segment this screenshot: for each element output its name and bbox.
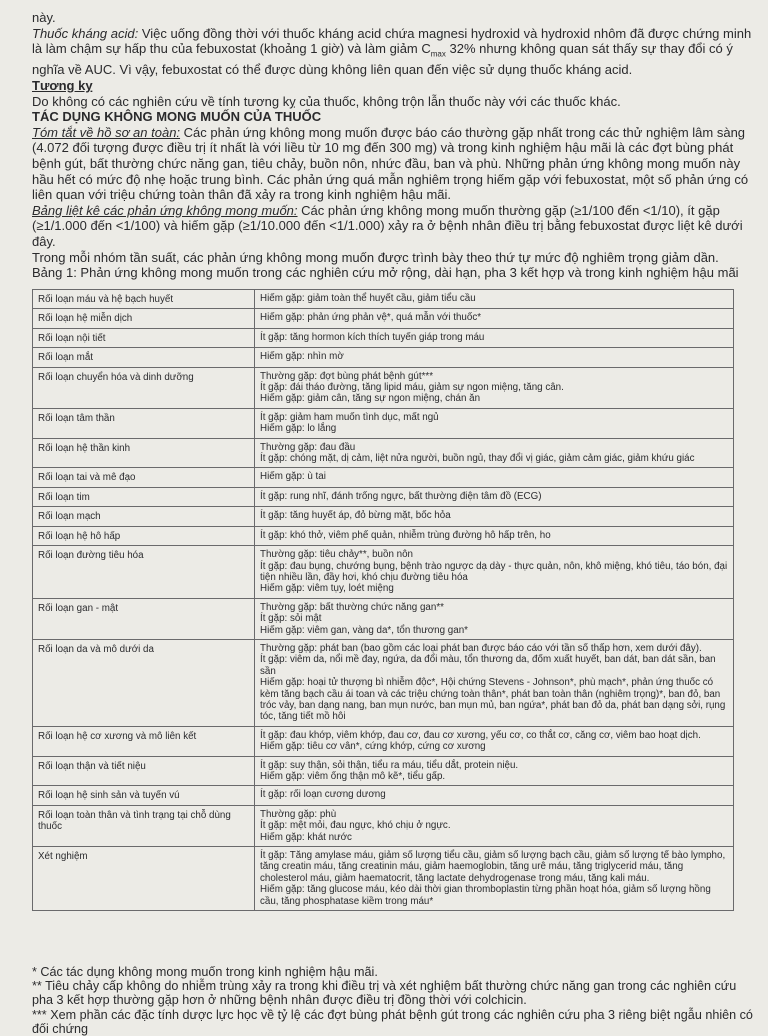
listing-text: Các phản ứng không mong muốn thường gặp (≥1/100 đến <1/10), ít gặp (≥1/1.000 đến <1/100) và hiếm gặp (≥1/10.000 đến <1/1.000) xảy ra ở bệnh nhân điều trị bằng febuxostat được liệt kê dưới đây. <box>32 202 743 249</box>
organ-system-cell: Rối loạn chuyển hóa và dinh dưỡng <box>33 367 255 408</box>
table-row <box>33 468 734 487</box>
table-row <box>33 309 734 328</box>
reaction-line: Hiếm gặp: hoại tử thượng bì nhiễm độc*, Hội chứng Stevens - Johnson*, phù mạch*, phản ứng thuốc có kèm tăng bạch cầu ái toan và các triệu chứng toàn thân*, phát ban toàn thân (nghiêm trọng)*, ban đỏ, ban tróc vảy, ban dạng nang, ban mụn nước, ban mụn mủ, ban ngứa*, phát ban đỏ da, phát ban dạng sởi, rụng tóc, tăng tiết mồ hôi <box>260 677 726 723</box>
organ-system-cell: Rối loạn máu và hệ bạch huyết <box>33 290 255 309</box>
table-row <box>33 328 734 347</box>
reaction-line: Hiếm gặp: giảm toàn thể huyết cầu, giảm tiểu cầu <box>260 293 476 304</box>
table-row <box>33 290 734 309</box>
reaction-line: Hiếm gặp: phản ứng phản vệ*, quá mẫn với thuốc* <box>260 312 482 324</box>
table-row <box>33 526 734 545</box>
reactions-cell <box>255 507 734 526</box>
reaction-line: Hiếm gặp: giảm cân, tăng sự ngon miệng, chán ăn <box>260 393 481 405</box>
table-row <box>33 726 734 756</box>
reaction-line: Ít gặp: rối loạn cương dương <box>260 789 386 801</box>
table-row <box>33 847 734 911</box>
reaction-line: Hiếm gặp: viêm tụy, loét miệng <box>260 583 394 595</box>
reaction-line: Ít gặp: giảm ham muốn tình dục, mất ngủ <box>260 411 439 423</box>
reactions-cell <box>255 309 734 328</box>
table-row <box>33 367 734 408</box>
reaction-line: Ít gặp: suy thận, sỏi thận, tiểu ra máu, tiểu dắt, protein niệu. <box>260 759 519 771</box>
reaction-line: Ít gặp: Tăng amylase máu, giảm số lượng tiểu cầu, giảm số lượng bạch cầu, giảm số lượng tế bào lympho, tăng creatin máu, tăng creatinin máu, giảm haemoglobin, tăng urê máu, tăng triglycerid máu, tăng cholesterol máu, giảm haematocrit, tăng lactate dehydrogenase trong máu, tăng kali máu. <box>260 850 726 884</box>
antacid-label: Thuốc kháng acid: <box>32 25 139 41</box>
reaction-line: Hiếm gặp: khát nước <box>260 831 352 843</box>
reaction-line: Thường gặp: phát ban (bao gồm các loại phát ban được báo cáo với tần số thấp hơn, xem dưới đây). <box>260 642 702 654</box>
adverse-reactions-table-body <box>33 290 734 911</box>
reactions-cell <box>255 847 734 911</box>
footnote-1: * Các tác dụng không mong muốn trong kinh nghiệm hậu mãi. <box>32 965 378 979</box>
reaction-line: Hiếm gặp: nhìn mờ <box>260 351 344 363</box>
safety-summary-text: Các phản ứng không mong muốn được báo cáo thường gặp nhất trong các thử nghiệm lâm sàng (4.072 đối tượng được điều trị ít nhất là với liều từ 10 mg đến 300 mg) và trong kinh nghiệm hậu mãi là các đợt bùng phát bệnh gút, bất thường chức năng gan, tiêu chảy, buồn nôn, nhức đầu, ban và phù. Những phản ứng không mong muốn này hầu hết có mức độ nhẹ hoặc trung bình. Các phản ứng quá mẫn nghiêm trọng hiếm gặp với febuxostat, một số phản ứng có liên quan với triệu chứng toàn thân đã xảy ra trong kinh nghiệm hậu mãi. <box>32 124 749 203</box>
reactions-cell <box>255 438 734 468</box>
reactions-cell <box>255 546 734 599</box>
organ-system-cell: Rối loạn tâm thần <box>33 408 255 438</box>
table-row <box>33 507 734 526</box>
reactions-cell <box>255 468 734 487</box>
organ-system-cell: Rối loạn tai và mê đạo <box>33 468 255 487</box>
reaction-line: Hiếm gặp: ù tai <box>260 471 326 483</box>
table-row <box>33 438 734 468</box>
footnotes <box>32 965 754 1036</box>
reactions-cell <box>255 756 734 786</box>
reactions-cell <box>255 726 734 756</box>
organ-system-cell: Rối loạn gan - mật <box>33 598 255 639</box>
incompatibility-text: Do không có các nghiên cứu về tính tương kỵ của thuốc, không trộn lẫn thuốc này với các thuốc khác. <box>32 93 621 109</box>
organ-system-cell: Rối loạn thận và tiết niệu <box>33 756 255 786</box>
reaction-line: Ít gặp: rung nhĩ, đánh trống ngực, bất thường điện tâm đồ (ECG) <box>260 490 542 502</box>
organ-system-cell: Rối loạn hệ hô hấp <box>33 526 255 545</box>
cmax-subscript: max <box>430 49 446 59</box>
table-row <box>33 598 734 639</box>
table-row <box>33 639 734 726</box>
organ-system-cell: Rối loạn hệ thần kinh <box>33 438 255 468</box>
continuation-line: này. <box>32 10 56 25</box>
reaction-line: Ít gặp: đái tháo đường, tăng lipid máu, giảm sự ngon miệng, tăng cân. <box>260 382 564 394</box>
reaction-line: Thường gặp: đợt bùng phát bệnh gút*** <box>260 370 434 382</box>
organ-system-cell: Rối loạn hệ cơ xương và mô liên kết <box>33 726 255 756</box>
adverse-reactions-table <box>32 289 734 911</box>
table-row <box>33 487 734 506</box>
reaction-line: Ít gặp: sỏi mật <box>260 613 322 625</box>
reactions-cell <box>255 487 734 506</box>
reaction-line: Thường gặp: đau đầu <box>260 441 356 453</box>
antacid-text-a: Việc uống đồng thời với thuốc kháng acid chứa magnesi hydroxid và hydroxid nhôm đã được chứng minh là làm chậm sự hấp thu của febuxostat (khoảng 1 giờ) và làm giảm C <box>32 25 752 57</box>
reactions-cell <box>255 598 734 639</box>
reaction-line: Ít gặp: viêm da, nổi mề đay, ngứa, da đổi màu, tổn thương da, đốm xuất huyết, ban dát, ban dát sần, ban sần <box>260 654 716 677</box>
reactions-cell <box>255 367 734 408</box>
table-row <box>33 756 734 786</box>
reaction-line: Ít gặp: khó thở, viêm phế quản, nhiễm trùng đường hô hấp trên, ho <box>260 529 551 541</box>
listing-paragraph <box>32 203 754 250</box>
reaction-line: Ít gặp: tăng huyết áp, đỏ bừng mặt, bốc hỏa <box>260 510 451 522</box>
footnote-3: *** Xem phần các đặc tính dược lực học về tỷ lệ các đợt bùng phát bệnh gút trong các nghiên cứu pha 3 riêng biệt ngẫu nhiên có đối chứng <box>32 1007 753 1036</box>
organ-system-cell: Rối loạn hệ miễn dịch <box>33 309 255 328</box>
table-row <box>33 408 734 438</box>
footnote-2: ** Tiêu chảy cấp không do nhiễm trùng xảy ra trong khi điều trị và xét nghiệm bất thường chức năng gan trong các nghiên cứu pha 3 kết hợp thường gặp hơn ở những bệnh nhân được điều trị đồng thời với colchicin. <box>32 979 737 1008</box>
reaction-line: Hiếm gặp: tăng glucose máu, kéo dài thời gian thromboplastin từng phần hoạt hóa, giảm số lượng hồng cầu, tăng phosphatase kiềm trong máu* <box>260 884 711 907</box>
reaction-line: Ít gặp: đau bụng, chướng bụng, bệnh trào ngược dạ dày - thực quản, nôn, khô miệng, khó tiêu, táo bón, đại tiện nhiều lần, đầy hơi, khó chịu đường tiêu hóa <box>260 560 728 583</box>
reaction-line: Thường gặp: phù <box>260 808 337 820</box>
antacid-text-b: 32% nhưng không quan sát thấy sự thay đổi có ý nghĩa về AUC. Vì vậy, febuxostat có thể được dùng không liên quan đến việc sử dụng thuốc kháng acid. <box>32 41 733 78</box>
frequency-note: Trong mỗi nhóm tần suất, các phản ứng không mong muốn được trình bày theo thứ tự mức độ nghiêm trọng giảm dần. <box>32 249 719 265</box>
reaction-line: Hiếm gặp: lo lắng <box>260 423 337 435</box>
reactions-cell <box>255 290 734 309</box>
listing-label: Bảng liệt kê các phản ứng không mong muốn: <box>32 202 298 218</box>
reactions-cell <box>255 805 734 846</box>
organ-system-cell: Rối loạn hệ sinh sản và tuyến vú <box>33 786 255 805</box>
safety-summary-label: Tóm tắt về hồ sơ an toàn: <box>32 124 181 140</box>
organ-system-cell: Rối loạn đường tiêu hóa <box>33 546 255 599</box>
reactions-cell <box>255 786 734 805</box>
organ-system-cell: Rối loạn toàn thân và tình trạng tại chỗ dùng thuốc <box>33 805 255 846</box>
reaction-line: Thường gặp: tiêu chảy**, buồn nôn <box>260 549 413 561</box>
reaction-line: Ít gặp: đau khớp, viêm khớp, đau cơ, đau cơ xương, yếu cơ, co thắt cơ, căng cơ, viêm bao hoạt dịch. <box>260 729 701 741</box>
reactions-cell <box>255 639 734 726</box>
organ-system-cell: Rối loạn da và mô dưới da <box>33 639 255 726</box>
reaction-line: Ít gặp: mệt mỏi, đau ngực, khó chịu ở ngực. <box>260 820 451 832</box>
organ-system-cell: Rối loạn mạch <box>33 507 255 526</box>
reactions-cell <box>255 526 734 545</box>
table-row <box>33 786 734 805</box>
table-row <box>33 348 734 367</box>
intro-section <box>32 10 754 281</box>
reactions-cell <box>255 408 734 438</box>
organ-system-cell: Rối loạn mắt <box>33 348 255 367</box>
table-row <box>33 805 734 846</box>
incompatibility-heading: Tương kỵ <box>32 77 93 93</box>
reactions-cell <box>255 328 734 347</box>
adverse-effects-heading: TÁC DỤNG KHÔNG MONG MUỐN CỦA THUỐC <box>32 109 322 125</box>
organ-system-cell: Rối loạn tim <box>33 487 255 506</box>
safety-summary-paragraph <box>32 125 754 203</box>
reaction-line: Hiếm gặp: viêm ống thận mô kẽ*, tiểu gấp. <box>260 771 446 782</box>
reaction-line: Ít gặp: chóng mặt, dị cảm, liệt nửa người, buồn ngủ, thay đổi vị giác, giảm cảm giác, giảm khứu giác <box>260 453 695 465</box>
reaction-line: Ít gặp: tăng hormon kích thích tuyến giáp trong máu <box>260 331 485 343</box>
table-row <box>33 546 734 599</box>
reaction-line: Hiếm gặp: tiêu cơ vân*, cứng khớp, cứng cơ xương <box>260 741 486 753</box>
organ-system-cell: Rối loạn nội tiết <box>33 328 255 347</box>
reactions-cell <box>255 348 734 367</box>
reaction-line: Hiếm gặp: viêm gan, vàng da*, tổn thương gan* <box>260 624 468 636</box>
antacid-paragraph <box>32 26 754 78</box>
table-caption: Bảng 1: Phản ứng không mong muốn trong các nghiên cứu mở rộng, dài hạn, pha 3 kết hợp và trong kinh nghiệm hậu mãi <box>32 265 739 281</box>
organ-system-cell: Xét nghiệm <box>33 847 255 911</box>
reaction-line: Thường gặp: bất thường chức năng gan** <box>260 601 444 613</box>
